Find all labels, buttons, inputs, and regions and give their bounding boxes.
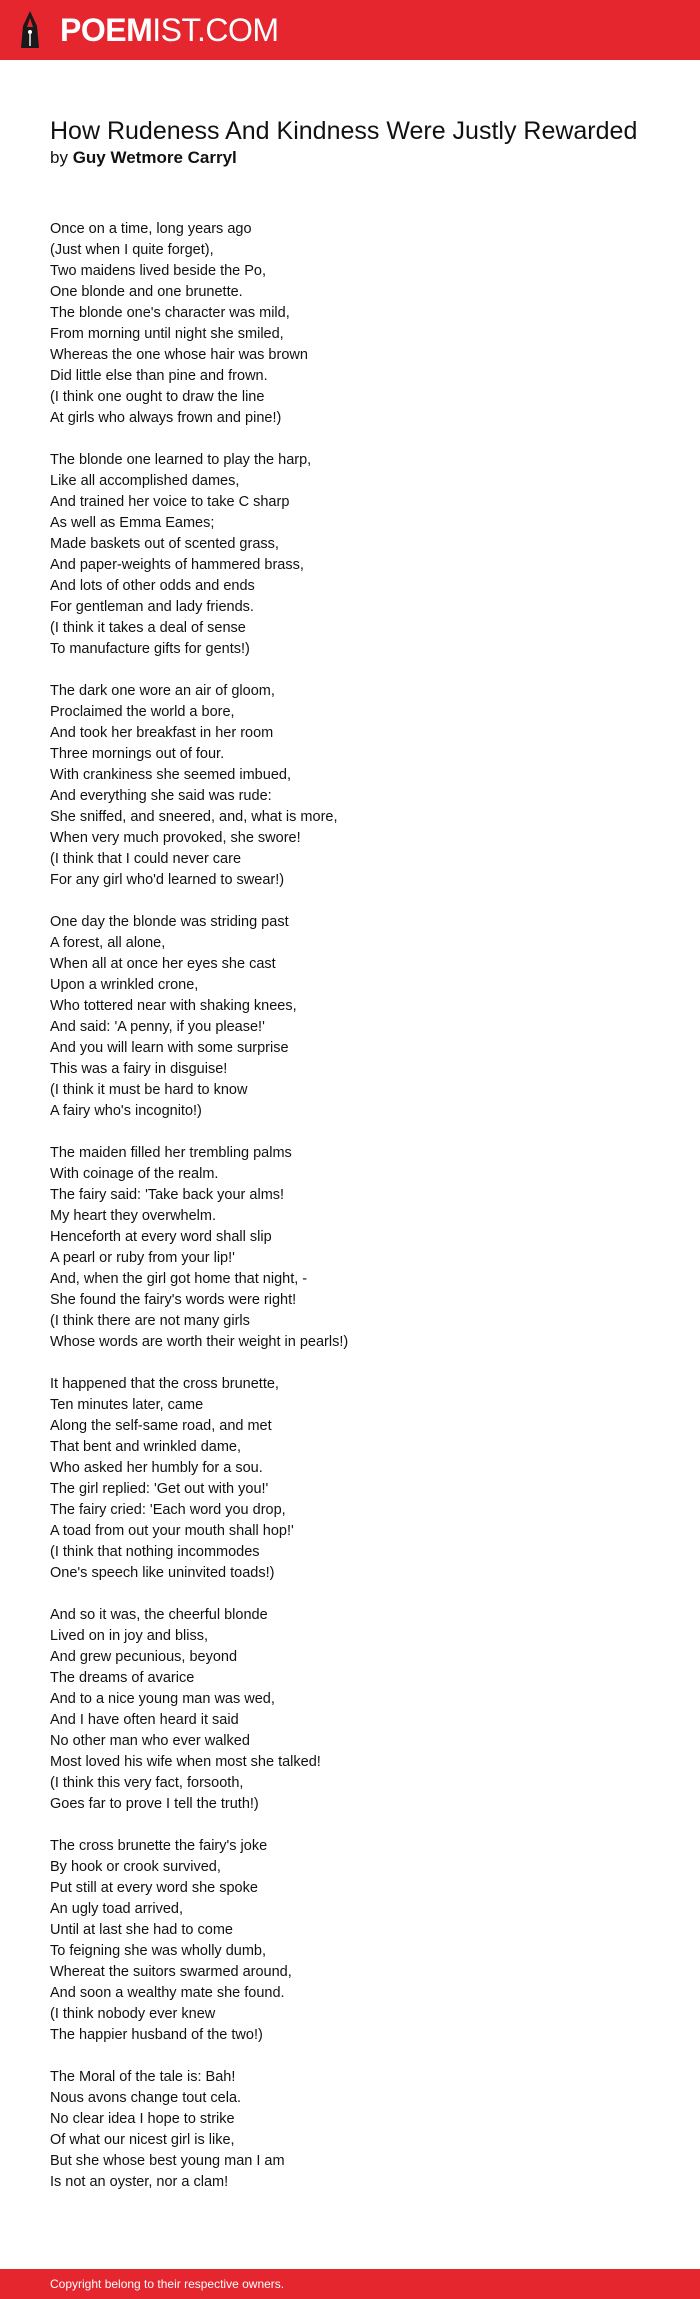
poem-line: And so it was, the cheerful blonde <box>50 1607 268 1623</box>
poem-line: Lived on in joy and bliss, <box>50 1628 208 1644</box>
poem-line: Nous avons change tout cela. <box>50 2090 242 2106</box>
poem-line: Whose words are worth their weight in pearls!) <box>50 1334 349 1350</box>
poem-line: Of what our nicest girl is like, <box>50 2132 235 2148</box>
poem-line: And trained her voice to take C sharp <box>50 494 290 510</box>
poem-line: With crankiness she seemed imbued, <box>50 767 291 783</box>
poem-line: And to a nice young man was wed, <box>50 1691 275 1707</box>
poem-line: And, when the girl got home that night, - <box>50 1271 308 1287</box>
site-footer <box>0 2269 700 2299</box>
poem-line: An ugly toad arrived, <box>50 1901 183 1917</box>
poem-line: (I think nobody ever knew <box>50 2006 216 2022</box>
poem-line: Whereat the suitors swarmed around, <box>50 1964 292 1980</box>
site-logo[interactable] <box>18 10 279 50</box>
poem-line: The fairy said: 'Take back your alms! <box>50 1187 285 1203</box>
poem-line: From morning until night she smiled, <box>50 326 284 342</box>
poem-stanza <box>50 1605 650 1815</box>
poem-line: One blonde and one brunette. <box>50 284 243 300</box>
poem-line: For any girl who'd learned to swear!) <box>50 872 285 888</box>
poem-line: And I have often heard it said <box>50 1712 239 1728</box>
poem-line: The cross brunette the fairy's joke <box>50 1838 268 1854</box>
poem-line: (I think one ought to draw the line <box>50 389 265 405</box>
poem-line: That bent and wrinkled dame, <box>50 1439 242 1455</box>
poem-stanza <box>50 450 650 660</box>
poem-stanza <box>50 912 650 1122</box>
poem-line: (I think it takes a deal of sense <box>50 620 246 636</box>
poem-line: Put still at every word she spoke <box>50 1880 258 1896</box>
poem-line: Two maidens lived beside the Po, <box>50 263 267 279</box>
poem-line: The happier husband of the two!) <box>50 2027 263 2043</box>
poem-line: Whereas the one whose hair was brown <box>50 347 308 363</box>
logo-text: POEMIST.COM <box>60 12 279 48</box>
poem-line: When all at once her eyes she cast <box>50 956 276 972</box>
poem-line: Henceforth at every word shall slip <box>50 1229 272 1245</box>
poem-line: The Moral of the tale is: Bah! <box>50 2069 236 2085</box>
poem-line: A pearl or ruby from your lip!' <box>50 1250 235 1266</box>
poem-line: The blonde one's character was mild, <box>50 305 290 321</box>
poem-line: With coinage of the realm. <box>50 1166 219 1182</box>
poem-line: (I think this very fact, forsooth, <box>50 1775 244 1791</box>
by-label: by <box>50 148 68 167</box>
poem-line: Who asked her humbly for a sou. <box>50 1460 263 1476</box>
poem-line: (I think there are not many girls <box>50 1313 250 1329</box>
byline <box>50 146 237 170</box>
poem-line: When very much provoked, she swore! <box>50 830 301 846</box>
poem-line: To manufacture gifts for gents!) <box>50 641 250 657</box>
poem-line: To feigning she was wholly dumb, <box>50 1943 267 1959</box>
poem-line: At girls who always frown and pine!) <box>50 410 282 426</box>
poem-line: Along the self-same road, and met <box>50 1418 272 1434</box>
poem-line: Like all accomplished dames, <box>50 473 240 489</box>
poem-line: The girl replied: 'Get out with you!' <box>50 1481 269 1497</box>
poem-line: My heart they overwhelm. <box>50 1208 217 1224</box>
poem-title: How Rudeness And Kindness Were Justly Rewarded <box>50 117 638 145</box>
poem-line: And took her breakfast in her room <box>50 725 274 741</box>
poem-line: And grew pecunious, beyond <box>50 1649 238 1665</box>
author-name[interactable]: Guy Wetmore Carryl <box>72 148 237 167</box>
poem-line: (I think that nothing incommodes <box>50 1544 260 1560</box>
poem-line: She found the fairy's words were right! <box>50 1292 297 1308</box>
poem-line: Made baskets out of scented grass, <box>50 536 279 552</box>
poem-line: By hook or crook survived, <box>50 1859 221 1875</box>
poem-line: As well as Emma Eames; <box>50 515 215 531</box>
poem-line: A toad from out your mouth shall hop!' <box>50 1523 294 1539</box>
poem-stanza <box>50 1143 650 1353</box>
poem-line: No other man who ever walked <box>50 1733 250 1749</box>
poem-line: And you will learn with some surprise <box>50 1040 289 1056</box>
poem-line: She sniffed, and sneered, and, what is more, <box>50 809 338 825</box>
poem-line: The fairy cried: 'Each word you drop, <box>50 1502 286 1518</box>
poem-line: And paper-weights of hammered brass, <box>50 557 304 573</box>
poem-line: This was a fairy in disguise! <box>50 1061 228 1077</box>
poem-line: (I think it must be hard to know <box>50 1082 248 1098</box>
poem-line: Goes far to prove I tell the truth!) <box>50 1796 259 1812</box>
poem-line: The dark one wore an air of gloom, <box>50 683 275 699</box>
poem-line: And said: 'A penny, if you please!' <box>50 1019 265 1035</box>
copyright-text: Copyright belong to their respective owners. <box>50 2277 285 2291</box>
poem-body <box>50 219 650 2214</box>
poem-line: Proclaimed the world a bore, <box>50 704 235 720</box>
poem-line: No clear idea I hope to strike <box>50 2111 235 2127</box>
poem-line: The blonde one learned to play the harp, <box>50 452 312 468</box>
poem-stanza <box>50 1374 650 1584</box>
poem-line: Once on a time, long years ago <box>50 221 252 237</box>
poem-line: It happened that the cross brunette, <box>50 1376 279 1392</box>
poem-line: But she whose best young man I am <box>50 2153 285 2169</box>
poem-line: Three mornings out of four. <box>50 746 225 762</box>
poem-line: (Just when I quite forget), <box>50 242 214 258</box>
poem-stanza <box>50 1836 650 2046</box>
poem-line: Ten minutes later, came <box>50 1397 204 1413</box>
poem-line: Most loved his wife when most she talked! <box>50 1754 321 1770</box>
poem-line: One day the blonde was striding past <box>50 914 289 930</box>
poem-line: One's speech like uninvited toads!) <box>50 1565 275 1581</box>
poem-line: The dreams of avarice <box>50 1670 195 1686</box>
poem-line: A forest, all alone, <box>50 935 166 951</box>
site-header <box>0 0 700 60</box>
poem-line: And lots of other odds and ends <box>50 578 255 594</box>
poem-line: Until at last she had to come <box>50 1922 233 1938</box>
poem-line: And soon a wealthy mate she found. <box>50 1985 285 2001</box>
poem-line: Did little else than pine and frown. <box>50 368 268 384</box>
poem-stanza <box>50 681 650 891</box>
poem-line: The maiden filled her trembling palms <box>50 1145 292 1161</box>
poem-line: (I think that I could never care <box>50 851 242 867</box>
poem-stanza <box>50 219 650 429</box>
poem-stanza <box>50 2067 650 2193</box>
poem-line: Upon a wrinkled crone, <box>50 977 199 993</box>
poem-line: For gentleman and lady friends. <box>50 599 254 615</box>
poem-line: And everything she said was rude: <box>50 788 272 804</box>
poem-line: A fairy who's incognito!) <box>50 1103 202 1119</box>
poem-line: Is not an oyster, nor a clam! <box>50 2174 229 2190</box>
poem-line: Who tottered near with shaking knees, <box>50 998 297 1014</box>
pen-nib-icon <box>18 10 42 50</box>
